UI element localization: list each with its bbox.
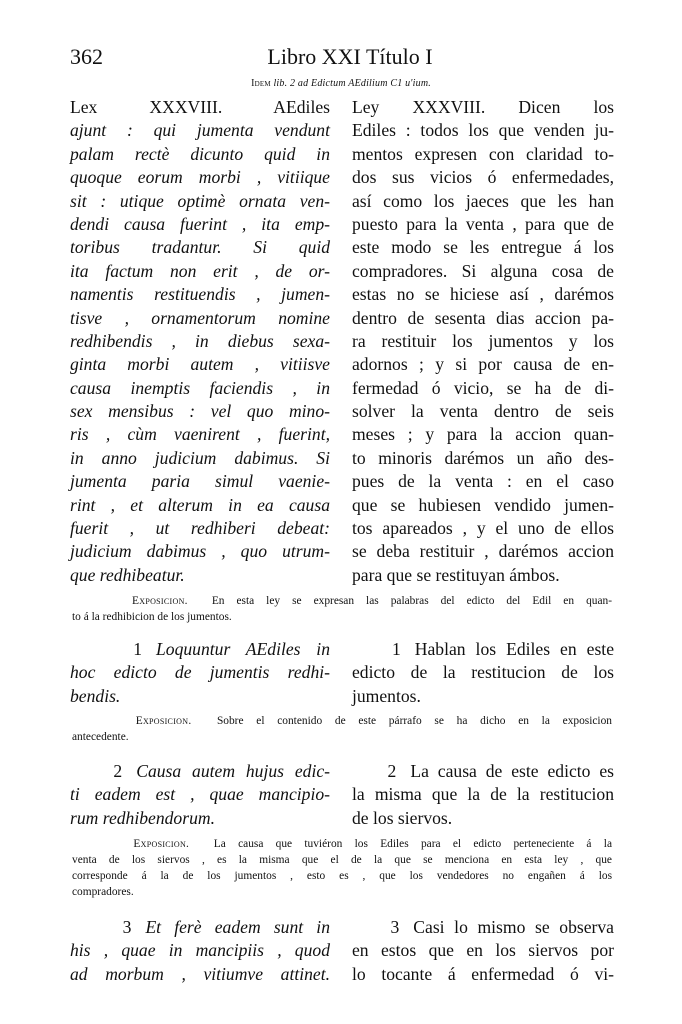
text-line: toribus tradantur. Si quid bbox=[70, 237, 330, 258]
text-line: solver la venta dentro de seis bbox=[352, 401, 614, 422]
subheading-author: Idem bbox=[251, 78, 271, 89]
section1-exposicion bbox=[72, 713, 612, 745]
text-line: este modo se les entregue á los bbox=[352, 237, 614, 258]
text-line: puesto para la venta , para que de bbox=[352, 213, 614, 234]
text-line: que se hubiesen vendido jumen- bbox=[352, 494, 614, 515]
text-line: sex mensibus : vel quo mino- bbox=[70, 401, 330, 422]
text-line: judicium dabimus , quo utrum- bbox=[70, 541, 330, 562]
page-header bbox=[70, 44, 630, 74]
section-number: 3 bbox=[390, 917, 400, 937]
text-line: namentis restituendis , jumen- bbox=[70, 284, 330, 305]
text-line: fermedad ó vicio, se ha de di- bbox=[352, 377, 614, 398]
text-line: adornos ; y si por causa de en- bbox=[352, 354, 614, 375]
text-line: jumenta paria simul vaenie- bbox=[70, 471, 330, 492]
text-line: para que se restituyan ámbos. bbox=[352, 564, 560, 585]
text-line: lo tocante á enfermedad ó vi- bbox=[352, 963, 614, 984]
text-line: dendi causa fuerint , ita emp- bbox=[70, 213, 330, 234]
text-line: jumentos. bbox=[352, 685, 421, 706]
text-line: tisve , ornamentorum nomine bbox=[70, 307, 330, 328]
text-line: edicto de la restitucion de los bbox=[352, 662, 614, 683]
section3-latin-text bbox=[70, 916, 330, 986]
section1-latin-text bbox=[70, 638, 330, 708]
text-line: pues de la venta : en el caso bbox=[352, 471, 614, 492]
text-line: ita factum non erit , de or- bbox=[70, 260, 330, 281]
text-line: rint , et alterum in ea causa bbox=[70, 494, 330, 515]
text-line: 1 Loquuntur AEdiles in bbox=[133, 639, 330, 659]
text-line: ti eadem est , quae mancipio- bbox=[70, 784, 330, 805]
text-line: así como los jaeces que les han bbox=[352, 190, 614, 211]
lex38-exposicion bbox=[72, 593, 612, 625]
text-line: bendis. bbox=[70, 685, 121, 706]
section2-spanish-text bbox=[352, 760, 614, 830]
section2-exposicion bbox=[72, 836, 612, 900]
text-line: 3 Casi lo mismo se observa bbox=[390, 917, 614, 937]
text-line: Exposicion. Sobre el contenido de este párrafo se ha dicho en la exposicion bbox=[135, 715, 612, 727]
text-line: palam rectè dicunto quid in bbox=[70, 143, 330, 164]
section2-latin-text bbox=[70, 760, 330, 830]
section-number: 2 bbox=[387, 761, 397, 781]
text-line: corresponde á la de los jumentos , esto es , que los vendedores no engañen á los bbox=[72, 870, 612, 882]
text-line: 3 Et ferè eadem sunt in bbox=[122, 917, 330, 937]
text-line: la misma que la de la restitucion bbox=[352, 784, 614, 805]
exposicion-label: Exposicion. bbox=[133, 838, 190, 850]
section3-spanish-text bbox=[352, 916, 614, 986]
text-line: dentro de sesenta dias accion pa- bbox=[352, 307, 614, 328]
text-line: quoque eorum morbi , vitiique bbox=[70, 167, 330, 188]
section-number: 1 bbox=[133, 639, 142, 659]
text-line: antecedente. bbox=[72, 731, 129, 743]
page-number: 362 bbox=[70, 44, 103, 69]
text-line: ris , cùm vaenirent , fuerint, bbox=[70, 424, 330, 445]
text-line: de los siervos. bbox=[352, 807, 453, 828]
text-line: to á la redhibicion de los jumentos. bbox=[72, 611, 232, 623]
text-line: Ediles : todos los que venden ju- bbox=[352, 120, 614, 141]
text-line: compradores. Si alguna cosa de bbox=[352, 260, 614, 281]
exposicion-label: Exposicion. bbox=[132, 595, 188, 607]
text-line: ra restituir los jumentos y los bbox=[352, 330, 614, 351]
text-line: sit : utique optimè ornata ven- bbox=[70, 190, 330, 211]
text-line: mentos expresen con claridad to- bbox=[352, 143, 614, 164]
text-line: Ley XXXVIII. Dicen los bbox=[352, 97, 614, 117]
text-line: 2 La causa de este edicto es bbox=[387, 761, 614, 781]
text-line: fuerit , ut redhiberi debeat: bbox=[70, 518, 330, 539]
text-line: hoc edicto de jumentis redhi- bbox=[70, 662, 330, 683]
text-line: Lex XXXVIII. AEdiles bbox=[70, 97, 330, 117]
text-line: Exposicion. La causa que tuviéron los Ediles para el edicto perteneciente á la bbox=[133, 838, 612, 850]
text-line: ginta morbi autem , vitiisve bbox=[70, 354, 330, 375]
text-line: tos apareados , y el uno de ellos bbox=[352, 518, 614, 539]
text-line: 2 Causa autem hujus edic- bbox=[113, 761, 331, 781]
text-line: compradores. bbox=[72, 886, 134, 898]
text-line: dos sus vicios ó enfermedades, bbox=[352, 167, 614, 188]
exposicion-label: Exposicion. bbox=[135, 715, 192, 727]
lex38-spanish-text bbox=[352, 96, 614, 587]
source-subheading bbox=[0, 78, 682, 89]
text-line: venta de los siervos , es la misma que el de la que se menciona en esta ley , que bbox=[72, 854, 612, 866]
text-line: ad morbum , vitiumve attinet. bbox=[70, 963, 330, 984]
subheading-source: lib. 2 ad Edictum AEdilium C1 u'ium. bbox=[273, 78, 431, 89]
text-line: se deba restituir , darémos accion bbox=[352, 541, 614, 562]
lex38-latin-text bbox=[70, 96, 330, 587]
text-line: en estos que en los siervos por bbox=[352, 940, 614, 961]
section1-spanish-text bbox=[352, 638, 614, 708]
text-line: to minoris darémos un año des- bbox=[352, 447, 614, 468]
text-line: ajunt : qui jumenta vendunt bbox=[70, 120, 330, 141]
section-number: 3 bbox=[122, 917, 132, 937]
text-line: in anno judicium dabimus. Si bbox=[70, 447, 330, 468]
text-line: meses ; y para la accion quan- bbox=[352, 424, 614, 445]
text-line: causa inemptis faciendis , in bbox=[70, 377, 330, 398]
text-line: 1 Hablan los Ediles en este bbox=[391, 639, 614, 659]
running-title: Libro XXI Título I bbox=[267, 44, 433, 69]
text-line: his , quae in mancipiis , quod bbox=[70, 940, 330, 961]
text-line: redhibendis , in diebus sexa- bbox=[70, 330, 330, 351]
text-line: Exposicion. En esta ley se expresan las palabras del edicto del Edil en quan- bbox=[132, 595, 612, 607]
text-line: rum redhibendorum. bbox=[70, 807, 215, 828]
section-number: 2 bbox=[113, 761, 123, 781]
text-line: estas no se hiciese así , darémos bbox=[352, 284, 614, 305]
text-line: que redhibeatur. bbox=[70, 564, 185, 585]
section-number: 1 bbox=[391, 639, 401, 659]
